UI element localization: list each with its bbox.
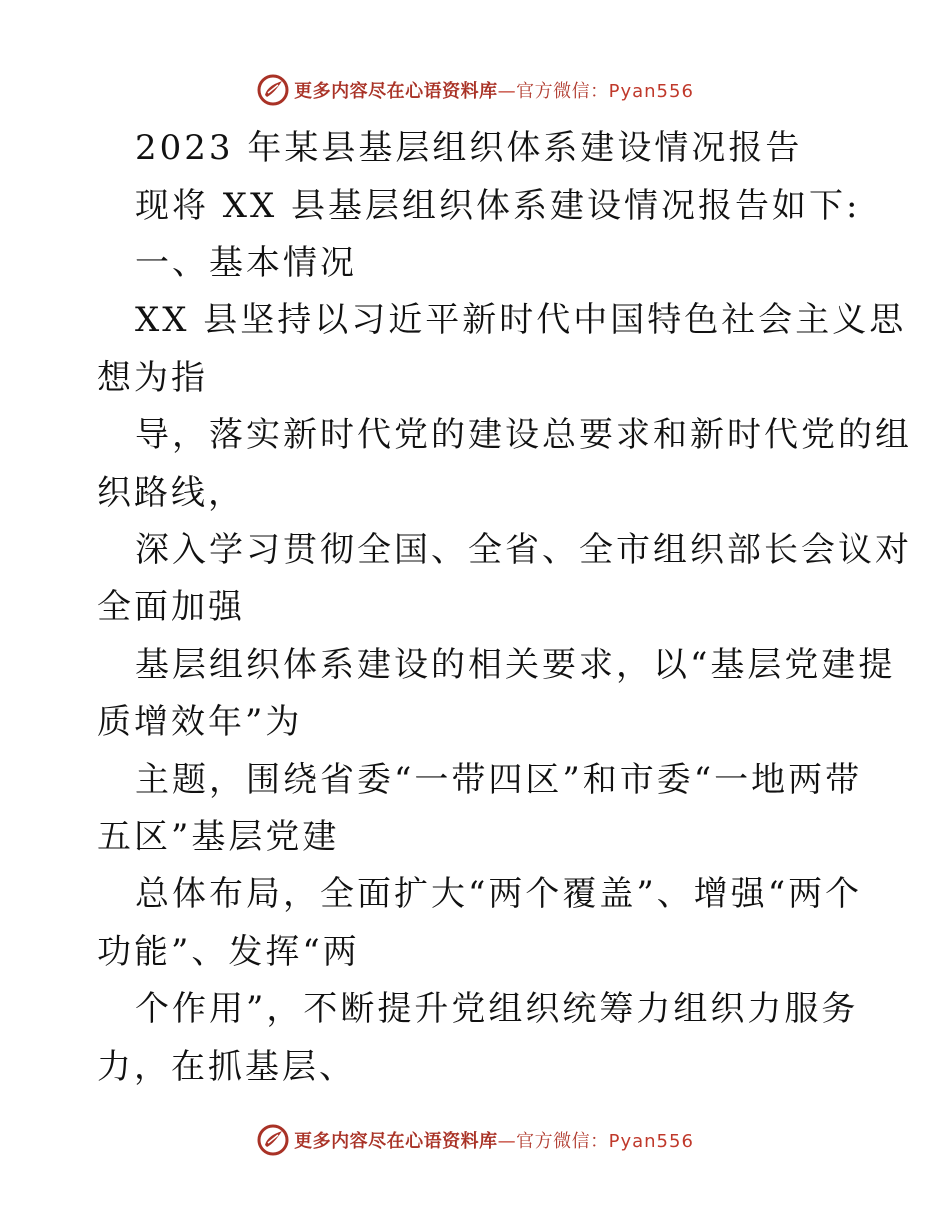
- watermark-wechat-label: 官方微信：: [516, 1131, 609, 1152]
- watermark-wechat-id: Pyan556: [608, 81, 694, 102]
- watermark-wechat-label: 官方微信：: [516, 81, 609, 102]
- watermark-dash: —: [497, 1131, 517, 1152]
- paragraph-line: 想为指: [97, 358, 208, 398]
- watermark-text: [294, 77, 694, 103]
- paragraph-line: 力，在抓基层、: [97, 1047, 356, 1087]
- paragraph-line: 五区”基层党建: [97, 817, 340, 857]
- watermark-site-text: 更多内容尽在心语资料库: [294, 81, 498, 102]
- paragraph-line: XX 县坚持以习近平新时代中国特色社会主义思: [135, 300, 907, 340]
- header-watermark-banner: [0, 70, 950, 110]
- brand-logo-icon: [256, 73, 290, 107]
- watermark-dash: —: [497, 81, 517, 102]
- paragraph-line: 织路线，: [97, 473, 245, 513]
- paragraph-line: 深入学习贯彻全国、全省、全市组织部长会议对: [135, 530, 912, 570]
- watermark-site-text: 更多内容尽在心语资料库: [294, 1131, 498, 1152]
- brand-logo-icon: [256, 1123, 290, 1157]
- document-title: 2023 年某县基层组织体系建设情况报告: [135, 128, 803, 168]
- paragraph-line: 主题，围绕省委“一带四区”和市委“一地两带: [135, 760, 863, 800]
- footer-watermark-banner: [0, 1120, 950, 1160]
- watermark-text: [294, 1127, 694, 1153]
- paragraph-line: 总体布局，全面扩大“两个覆盖”、增强“两个: [135, 874, 863, 914]
- paragraph-line: 质增效年”为: [97, 702, 303, 742]
- watermark-wechat-id: Pyan556: [608, 1131, 694, 1152]
- paragraph-line: 基层组织体系建设的相关要求，以“基层党建提: [135, 645, 896, 685]
- paragraph-line: 功能”、发挥“两: [97, 932, 360, 972]
- paragraph-line: 导，落实新时代党的建设总要求和新时代党的组: [135, 415, 912, 455]
- paragraph-line: 全面加强: [97, 587, 245, 627]
- document-intro: 现将 XX 县基层组织体系建设情况报告如下:: [135, 186, 861, 226]
- paragraph-line: 个作用”，不断提升党组织统筹力组织力服务: [135, 989, 859, 1029]
- section-heading: 一、基本情况: [135, 243, 357, 283]
